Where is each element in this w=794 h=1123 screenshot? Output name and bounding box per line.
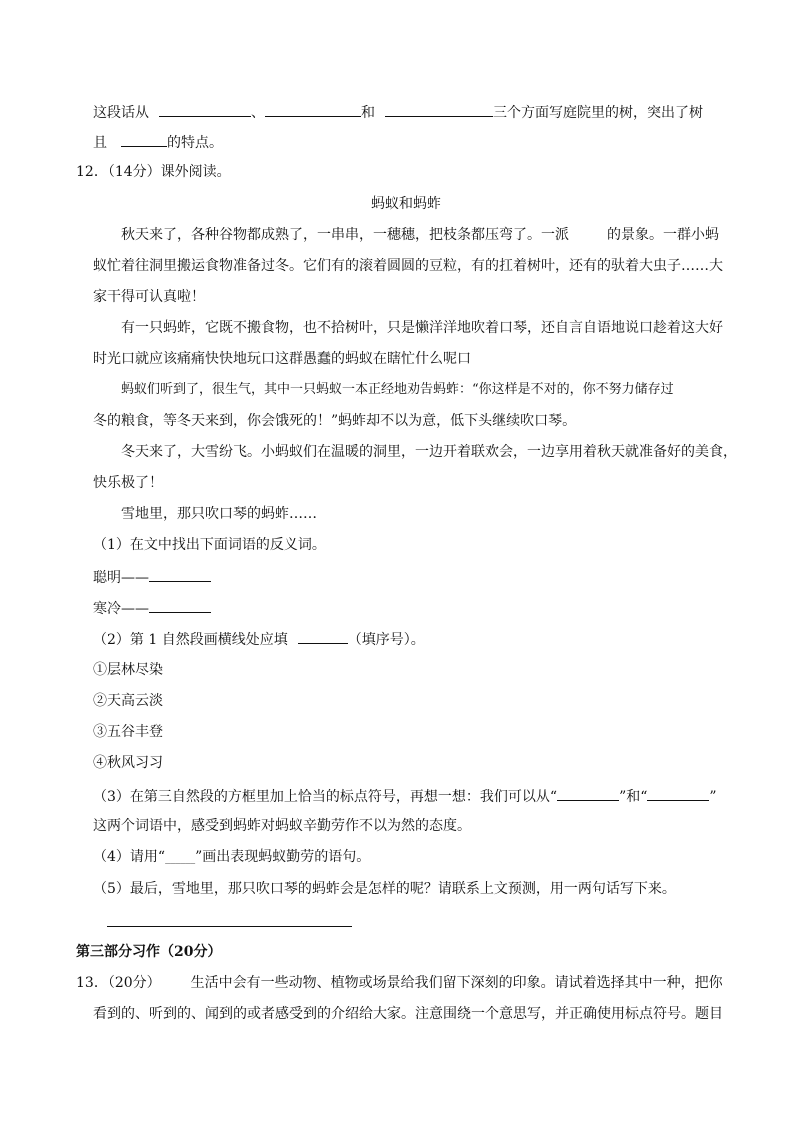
sub1: （1）在文中找出下面词语的反义词。 (93, 537, 326, 553)
p1-line1 (121, 225, 719, 245)
p1-line3: 家干得可认真啦！ (93, 289, 205, 305)
p2-line1: 有一只蚂蚱，它既不搬食物，也不拾树叶，只是懒洋洋地吹着口琴，还自言自语地说口趁着这大好 (121, 320, 723, 336)
part3-heading: 第三部分习作（20分） (76, 944, 222, 960)
q11-intro: 这段话从 (93, 105, 149, 121)
sub4-b: ”画出表现蚂蚁勤劳的语句。 (195, 849, 371, 865)
p1-line2: 蚁忙着往洞里搬运食物准备过冬。它们有的滚着圆圆的豆粒，有的扛着树叶，还有的驮着大虫子……大 (93, 258, 723, 274)
sub2-post: （填序号）。 (347, 632, 425, 648)
antonym-1-blank[interactable] (149, 566, 211, 582)
p2-line2: 时光口就应该痛痛快快地玩口这群愚蠢的蚂蚁在瞎忙什么呢口 (93, 351, 471, 367)
antonym-1 (93, 566, 211, 588)
sub3-c: ” (709, 789, 717, 805)
q11-line2 (93, 131, 223, 153)
sub2-pre: （2）第 1 自然段画横线处应填 (93, 632, 288, 648)
q11-sep: 、 (251, 105, 265, 121)
p1-line1-a: 秋天来了，各种谷物都成熟了，一串串，一穗穗，把枝条都压弯了。一派 (121, 227, 569, 243)
q11-blank-2[interactable] (265, 101, 361, 117)
antonym-1-word: 聪明—— (93, 570, 149, 586)
q13-line1-text: 生活中会有一些动物、植物或场景给我们留下深刻的印象。请试着选择其中一种，把你 (190, 975, 723, 991)
sub4 (93, 847, 370, 869)
answer-line[interactable] (107, 926, 352, 927)
sub3-line2: 这两个词语中，感受到蚂蚱对蚂蚁辛勤劳作不以为然的态度。 (93, 818, 471, 834)
q11-blank-4[interactable] (121, 131, 167, 147)
option-3: ③五谷丰登 (93, 724, 163, 740)
passage-title: 蚂蚁和蚂蚱 (371, 196, 441, 212)
sub2 (93, 628, 425, 650)
option-4: ④秋风习习 (93, 755, 163, 771)
option-1: ①层林尽染 (93, 662, 163, 678)
q13-number: 13．（20分） (76, 975, 161, 991)
q11-tail: 三个方面写庭院里的树，突出了树 (493, 105, 703, 121)
p4-line1: 冬天来了，大雪纷飞。小蚂蚁们在温暖的洞里，一边开着联欢会，一边享用着秋天就准备好的美食， (121, 444, 737, 460)
sub3-a: （3）在第三自然段的方框里加上恰当的标点符号，再想一想：我们可以从“ (93, 789, 558, 805)
antonym-2 (93, 597, 211, 619)
q11-line1 (93, 101, 703, 123)
antonym-2-word: 寒冷—— (93, 601, 149, 617)
q11-blank-3[interactable] (385, 101, 493, 117)
q11-blank-1[interactable] (159, 101, 251, 117)
sub3-blank-1[interactable] (557, 785, 619, 801)
wavy-underline-mark: ______ (165, 853, 196, 864)
q11-and: 和 (361, 105, 375, 121)
p4-line2: 快乐极了！ (93, 475, 163, 491)
option-2: ②天高云淡 (93, 693, 163, 709)
q13-line2: 看到的、听到的、闻到的或者感受到的介绍给大家。注意围绕一个意思写，并正确使用标点符号。题目 (93, 1006, 723, 1022)
sub2-blank[interactable] (298, 628, 348, 644)
q13-line1 (76, 973, 723, 993)
q12-header: 12．（14分）课外阅读。 (76, 164, 231, 180)
sub5: （5）最后，雪地里，那只吹口琴的蚂蚱会是怎样的呢？请联系上文预测，用一两句话写下来。 (93, 881, 676, 897)
p3-line1: 蚂蚁们听到了，很生气，其中一只蚂蚁一本正经地劝告蚂蚱：“你这样是不对的，你不努力储存过 (121, 382, 674, 397)
q11-line2-pre: 且 (93, 135, 107, 151)
p3-line2: 冬的粮食，等冬天来到，你会饿死的！”蚂蚱却不以为意，低下头继续吹口琴。 (93, 413, 577, 429)
sub3-line1 (93, 785, 717, 807)
p5-line: 雪地里，那只吹口琴的蚂蚱…… (121, 506, 317, 522)
antonym-2-blank[interactable] (149, 597, 211, 613)
sub4-a: （4）请用“ (93, 849, 166, 865)
sub3-blank-2[interactable] (647, 785, 709, 801)
q11-line2-post: 的特点。 (167, 135, 223, 151)
sub3-b: ”和“ (619, 789, 648, 805)
p1-line1-b: 的景象。一群小蚂 (607, 227, 719, 243)
